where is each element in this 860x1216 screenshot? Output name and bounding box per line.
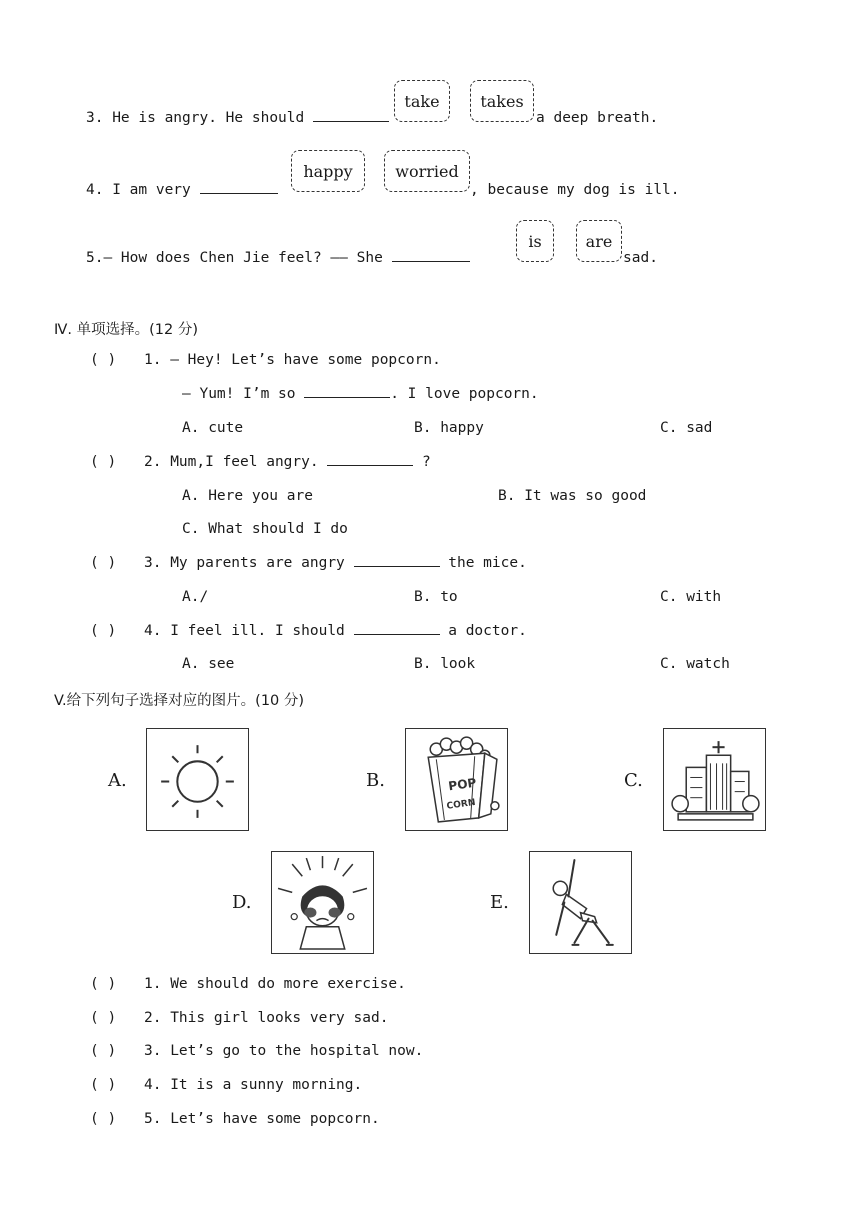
answer-paren[interactable]: ( )	[90, 555, 117, 571]
question-text: 2. Mum,I feel angry.	[144, 454, 328, 470]
option-c: C. What should I do	[182, 521, 348, 537]
option-a: A. cute	[182, 420, 244, 436]
sentence-text: 4. It is a sunny morning.	[144, 1077, 363, 1093]
answer-blank[interactable]	[313, 120, 389, 122]
question-text: 4. I feel ill. I should	[144, 623, 354, 639]
sentence-text: 2. This girl looks very sad.	[144, 1010, 389, 1026]
answer-paren[interactable]: ( )	[90, 1111, 117, 1127]
option-box: are	[576, 220, 622, 262]
item-3-pre: 3. He is angry. He should	[86, 110, 313, 126]
option-a: A./	[182, 589, 209, 605]
answer-blank	[304, 396, 390, 398]
svg-text:CORN: CORN	[446, 797, 477, 812]
crying-girl-icon	[271, 851, 374, 954]
picture-label: A.	[108, 770, 127, 791]
picture-label: D.	[232, 892, 252, 913]
question-text: ?	[413, 454, 431, 470]
option-a: A. see	[182, 656, 235, 672]
question-text: 3. My parents are angry	[144, 555, 354, 571]
option-b: B. happy	[414, 420, 484, 436]
option-b: B. to	[414, 589, 458, 605]
option-box: happy	[291, 150, 365, 192]
option-b: B. It was so good	[498, 488, 647, 504]
option-b: B. look	[414, 656, 476, 672]
sentence-text: 1. We should do more exercise.	[144, 976, 406, 992]
sentence-text: 5. Let’s have some popcorn.	[144, 1111, 380, 1127]
picture-label: E.	[490, 892, 509, 913]
answer-blank	[354, 565, 440, 567]
answer-paren[interactable]: ( )	[90, 1043, 117, 1059]
answer-blank	[354, 633, 440, 635]
answer-paren[interactable]: ( )	[90, 1010, 117, 1026]
item-4-pre: 4. I am very	[86, 182, 200, 198]
option-box: take	[394, 80, 450, 122]
item-3-post: a deep breath.	[536, 110, 659, 126]
question-text: — Yum! I’m so	[182, 386, 305, 402]
section-4-heading: Ⅳ. 单项选择。(12 分)	[54, 322, 198, 338]
answer-paren[interactable]: ( )	[90, 1077, 117, 1093]
answer-blank	[327, 464, 413, 466]
answer-blank[interactable]	[392, 260, 470, 262]
option-c: C. sad	[660, 420, 713, 436]
option-box: takes	[470, 80, 534, 122]
question-text: 1. — Hey! Let’s have some popcorn.	[144, 352, 441, 368]
option-box: is	[516, 220, 554, 262]
answer-paren[interactable]: ( )	[90, 454, 117, 470]
picture-label: C.	[624, 770, 643, 791]
answer-paren[interactable]: ( )	[90, 352, 117, 368]
section-5-heading: V.给下列句子选择对应的图片。(10 分)	[54, 693, 305, 709]
sun-icon	[146, 728, 249, 831]
item-5-post: sad.	[623, 250, 658, 266]
item-4-post: , because my dog is ill.	[470, 182, 680, 198]
picture-label: B.	[366, 770, 385, 791]
option-a: A. Here you are	[182, 488, 313, 504]
answer-blank[interactable]	[200, 192, 278, 194]
answer-paren[interactable]: ( )	[90, 623, 117, 639]
question-text: . I love popcorn.	[390, 386, 539, 402]
question-text: the mice.	[439, 555, 527, 571]
hospital-icon	[663, 728, 766, 831]
sentence-text: 3. Let’s go to the hospital now.	[144, 1043, 424, 1059]
option-c: C. watch	[660, 656, 730, 672]
option-box: worried	[384, 150, 470, 192]
item-5-pre: 5.— How does Chen Jie feel? —— She	[86, 250, 392, 266]
popcorn-icon	[405, 728, 508, 831]
answer-paren[interactable]: ( )	[90, 976, 117, 992]
exercise-icon	[529, 851, 632, 954]
option-c: C. with	[660, 589, 722, 605]
question-text: a doctor.	[439, 623, 527, 639]
svg-text:POP: POP	[447, 775, 478, 794]
